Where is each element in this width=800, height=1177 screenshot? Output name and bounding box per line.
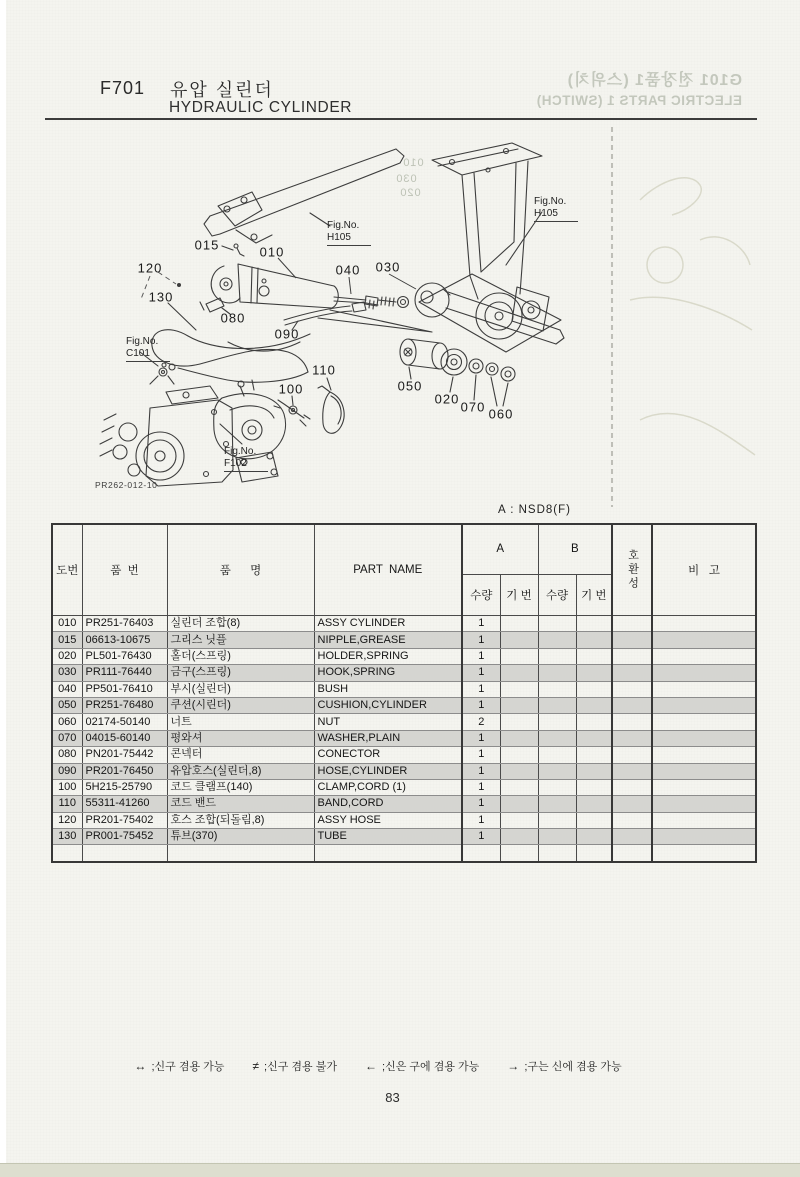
table-row-120 <box>52 812 756 828</box>
cell-serial-a <box>500 779 538 795</box>
cell-compat <box>612 779 652 795</box>
cell-ref: 010 <box>52 616 82 632</box>
header-part-no: 품 번 <box>82 524 167 616</box>
cell-compat <box>612 616 652 632</box>
page-number: 83 <box>385 1090 400 1105</box>
cell-serial-a <box>500 763 538 779</box>
legend-item <box>134 1058 224 1074</box>
cell-name-ko: 평와셔 <box>167 730 314 746</box>
cell-compat <box>612 681 652 697</box>
header-group-a: A <box>462 524 538 574</box>
cell-part-no: PR111-76440 <box>82 665 167 681</box>
cell-ref: 110 <box>52 796 82 812</box>
cell-qty-a: 1 <box>462 763 500 779</box>
cell-compat <box>612 763 652 779</box>
cell-remarks <box>652 829 756 845</box>
cell-serial-a <box>500 796 538 812</box>
cell-remarks <box>652 714 756 730</box>
table-row-015 <box>52 632 756 648</box>
cell-serial-b <box>576 747 612 763</box>
cell-serial-b <box>576 697 612 713</box>
ghost-number: 020 <box>399 187 421 199</box>
cell-ref: 090 <box>52 763 82 779</box>
cell-part-name: NIPPLE,GREASE <box>314 632 462 648</box>
legend-symbol: → <box>507 1059 520 1073</box>
cell-qty-a: 2 <box>462 714 500 730</box>
table-row-050 <box>52 697 756 713</box>
cell-serial-b <box>576 829 612 845</box>
cell-ref: 130 <box>52 829 82 845</box>
cell-qty-a: 1 <box>462 812 500 828</box>
table-row-090 <box>52 763 756 779</box>
cell-qty-b <box>538 681 576 697</box>
header-name-ko: 품 명 <box>167 524 314 616</box>
header-compat-label: 호환성 <box>626 549 639 591</box>
cell-serial-b <box>576 796 612 812</box>
cell-part-no: PL501-76430 <box>82 648 167 664</box>
cell-empty <box>462 845 500 862</box>
cell-name-ko: 코드 밴드 <box>167 796 314 812</box>
cell-qty-b <box>538 829 576 845</box>
cell-serial-a <box>500 648 538 664</box>
cell-qty-b <box>538 747 576 763</box>
cell-serial-a <box>500 697 538 713</box>
cell-ref: 040 <box>52 681 82 697</box>
callout-110: 110 <box>312 362 336 378</box>
table-row-020 <box>52 648 756 664</box>
cell-ref: 020 <box>52 648 82 664</box>
cell-qty-a: 1 <box>462 616 500 632</box>
cell-empty <box>167 845 314 862</box>
cell-empty <box>612 845 652 862</box>
fig-label-H105: Fig.No. H105 <box>534 196 578 222</box>
cell-empty <box>538 845 576 862</box>
ghost-number: 010 <box>402 157 424 169</box>
cell-name-ko: 쿠션(시린더) <box>167 697 314 713</box>
compatibility-legend <box>48 1058 708 1074</box>
callout-030: 030 <box>375 259 401 275</box>
cell-part-name: HOLDER,SPRING <box>314 648 462 664</box>
fig-label-F102: Fig.No. F102 <box>224 446 268 472</box>
callout-100: 100 <box>278 381 304 397</box>
table-row-010 <box>52 616 756 632</box>
cell-qty-b <box>538 648 576 664</box>
cell-serial-a <box>500 730 538 746</box>
cell-qty-a: 1 <box>462 665 500 681</box>
cell-qty-b <box>538 632 576 648</box>
cell-part-name: NUT <box>314 714 462 730</box>
cell-part-name: BAND,CORD <box>314 796 462 812</box>
cell-serial-b <box>576 812 612 828</box>
cell-serial-b <box>576 730 612 746</box>
cell-remarks <box>652 665 756 681</box>
table-row-030 <box>52 665 756 681</box>
cell-part-no: 02174-50140 <box>82 714 167 730</box>
cell-name-ko: 실린더 조합(8) <box>167 616 314 632</box>
table-row-060 <box>52 714 756 730</box>
cell-serial-b <box>576 632 612 648</box>
cell-serial-b <box>576 779 612 795</box>
cell-remarks <box>652 616 756 632</box>
legend-item <box>252 1058 337 1074</box>
callout-020: 020 <box>434 391 460 407</box>
cell-qty-a: 1 <box>462 779 500 795</box>
cell-qty-b <box>538 779 576 795</box>
cell-serial-b <box>576 665 612 681</box>
cell-qty-a: 1 <box>462 796 500 812</box>
cell-ref: 060 <box>52 714 82 730</box>
cell-compat <box>612 648 652 664</box>
callout-015: 015 <box>194 237 220 253</box>
cell-serial-b <box>576 616 612 632</box>
cell-part-no: 55311-41260 <box>82 796 167 812</box>
cell-serial-a <box>500 747 538 763</box>
cell-compat <box>612 632 652 648</box>
cell-name-ko: 너트 <box>167 714 314 730</box>
cell-serial-a <box>500 812 538 828</box>
legend-text: ;구는 신에 겸용 가능 <box>521 1061 622 1073</box>
cell-part-name: ASSY CYLINDER <box>314 616 462 632</box>
cell-part-name: CUSHION,CYLINDER <box>314 697 462 713</box>
section-code: F701 <box>100 78 146 98</box>
variant-note: A : NSD8(F) <box>498 504 571 516</box>
cell-empty <box>652 845 756 862</box>
legend-text: ;신구 겸용 불가 <box>261 1061 337 1073</box>
legend-symbol: ↔ <box>134 1059 147 1073</box>
table-filler-row <box>52 845 756 862</box>
cell-serial-a <box>500 714 538 730</box>
cell-part-no: PR201-76450 <box>82 763 167 779</box>
cell-part-name: TUBE <box>314 829 462 845</box>
header-qty-a: 수량 <box>462 574 500 615</box>
cell-qty-a: 1 <box>462 632 500 648</box>
cell-name-ko: 호스 조합(되돌림,8) <box>167 812 314 828</box>
cell-name-ko: 홀더(스프링) <box>167 648 314 664</box>
cell-remarks <box>652 812 756 828</box>
cell-part-no: PN201-75442 <box>82 747 167 763</box>
table-row-040 <box>52 681 756 697</box>
header-serial-a: 기 번 <box>500 574 538 615</box>
callout-050: 050 <box>397 378 423 394</box>
table-row-100 <box>52 779 756 795</box>
cell-ref: 015 <box>52 632 82 648</box>
page-title-english: HYDRAULIC CYLINDER <box>169 99 353 116</box>
fig-label-C101: Fig.No. C101 <box>126 336 170 362</box>
cell-name-ko: 콘넥터 <box>167 747 314 763</box>
legend-symbol: ≠ <box>252 1059 259 1073</box>
cell-part-no: PR251-76480 <box>82 697 167 713</box>
callout-070: 070 <box>460 399 486 415</box>
cell-qty-b <box>538 697 576 713</box>
title-divider <box>45 118 757 120</box>
cell-serial-b <box>576 648 612 664</box>
header-compat <box>612 524 652 616</box>
cell-name-ko: 튜브(370) <box>167 829 314 845</box>
cell-remarks <box>652 763 756 779</box>
cell-part-no: PP501-76410 <box>82 681 167 697</box>
callout-090: 090 <box>274 326 300 342</box>
header-ref: 도번 <box>52 524 82 616</box>
ghost-number: 030 <box>395 173 417 185</box>
cell-part-name: WASHER,PLAIN <box>314 730 462 746</box>
legend-text: ;신은 구에 겸용 가능 <box>378 1061 480 1073</box>
scan-edge-bottom <box>0 1163 800 1177</box>
header-group-b: B <box>538 524 612 574</box>
ghost-reverse-title <box>452 70 742 110</box>
legend-text: ;신구 겸용 가능 <box>148 1061 225 1073</box>
cell-ref: 080 <box>52 747 82 763</box>
cell-name-ko: 코드 클램프(140) <box>167 779 314 795</box>
cell-qty-b <box>538 763 576 779</box>
cell-part-no: PR001-75452 <box>82 829 167 845</box>
cell-remarks <box>652 681 756 697</box>
cell-qty-a: 1 <box>462 681 500 697</box>
cell-qty-b <box>538 812 576 828</box>
callout-130: 130 <box>148 289 174 305</box>
cell-remarks <box>652 747 756 763</box>
cell-qty-a: 1 <box>462 697 500 713</box>
cell-remarks <box>652 648 756 664</box>
legend-symbol: ← <box>364 1059 377 1073</box>
cell-empty <box>314 845 462 862</box>
cell-empty <box>52 845 82 862</box>
callout-010: 010 <box>259 244 285 260</box>
cell-qty-a: 1 <box>462 747 500 763</box>
ghost-title-line2: ELECTRIC PARTS 1 (SWITCH) <box>536 92 742 108</box>
cell-ref: 050 <box>52 697 82 713</box>
callout-080: 080 <box>220 310 246 326</box>
drawing-number: PR262-012-10 <box>95 480 158 490</box>
ghost-title-line1: G101 전장품1 (스위치) <box>566 72 742 89</box>
exploded-parts-diagram <box>45 125 760 515</box>
cell-ref: 100 <box>52 779 82 795</box>
cell-compat <box>612 665 652 681</box>
cell-name-ko: 그리스 닛플 <box>167 632 314 648</box>
cell-compat <box>612 812 652 828</box>
cell-compat <box>612 697 652 713</box>
cell-serial-b <box>576 681 612 697</box>
cell-qty-b <box>538 796 576 812</box>
cell-part-no: PR201-75402 <box>82 812 167 828</box>
page-title-korean: 유압 실린더 <box>170 80 274 100</box>
table-row-130 <box>52 829 756 845</box>
table-row-110 <box>52 796 756 812</box>
cell-compat <box>612 796 652 812</box>
cell-qty-b <box>538 714 576 730</box>
cell-empty <box>82 845 167 862</box>
cell-part-name: HOOK,SPRING <box>314 665 462 681</box>
cell-qty-b <box>538 665 576 681</box>
cell-part-name: HOSE,CYLINDER <box>314 763 462 779</box>
cell-remarks <box>652 632 756 648</box>
cell-compat <box>612 829 652 845</box>
cell-serial-a <box>500 829 538 845</box>
cell-remarks <box>652 796 756 812</box>
header-qty-b: 수량 <box>538 574 576 615</box>
legend-item <box>365 1058 479 1074</box>
scan-edge-left <box>0 0 6 1177</box>
cell-qty-b <box>538 616 576 632</box>
cell-ref: 070 <box>52 730 82 746</box>
callout-120: 120 <box>137 260 163 276</box>
cell-serial-a <box>500 665 538 681</box>
callout-060: 060 <box>488 406 514 422</box>
fig-label-H105: Fig.No. H105 <box>327 220 371 246</box>
cell-qty-a: 1 <box>462 829 500 845</box>
cell-remarks <box>652 779 756 795</box>
cell-part-no: 06613-10675 <box>82 632 167 648</box>
table-row-070 <box>52 730 756 746</box>
cell-serial-a <box>500 632 538 648</box>
cell-remarks <box>652 697 756 713</box>
header-serial-b: 기 번 <box>576 574 612 615</box>
cell-name-ko: 금구(스프링) <box>167 665 314 681</box>
cell-empty <box>576 845 612 862</box>
cell-qty-a: 1 <box>462 730 500 746</box>
cell-serial-b <box>576 714 612 730</box>
cell-serial-b <box>576 763 612 779</box>
cell-ref: 120 <box>52 812 82 828</box>
cell-compat <box>612 714 652 730</box>
cell-qty-b <box>538 730 576 746</box>
cell-name-ko: 부시(실린더) <box>167 681 314 697</box>
cell-remarks <box>652 730 756 746</box>
cell-ref: 030 <box>52 665 82 681</box>
cell-empty <box>500 845 538 862</box>
cell-part-name: CLAMP,CORD (1) <box>314 779 462 795</box>
header-part-name: PART NAME <box>314 524 462 616</box>
cell-compat <box>612 747 652 763</box>
cell-serial-a <box>500 616 538 632</box>
cell-serial-a <box>500 681 538 697</box>
table-row-080 <box>52 747 756 763</box>
header-remarks: 비 고 <box>652 524 756 616</box>
cell-part-no: 04015-60140 <box>82 730 167 746</box>
cell-part-no: PR251-76403 <box>82 616 167 632</box>
cell-qty-a: 1 <box>462 648 500 664</box>
cell-part-name: ASSY HOSE <box>314 812 462 828</box>
cell-part-no: 5H215-25790 <box>82 779 167 795</box>
cell-name-ko: 유압호스(실린더,8) <box>167 763 314 779</box>
parts-table <box>51 523 757 863</box>
callout-040: 040 <box>335 262 361 278</box>
cell-compat <box>612 730 652 746</box>
cell-part-name: BUSH <box>314 681 462 697</box>
legend-item <box>507 1058 621 1074</box>
cell-part-name: CONECTOR <box>314 747 462 763</box>
